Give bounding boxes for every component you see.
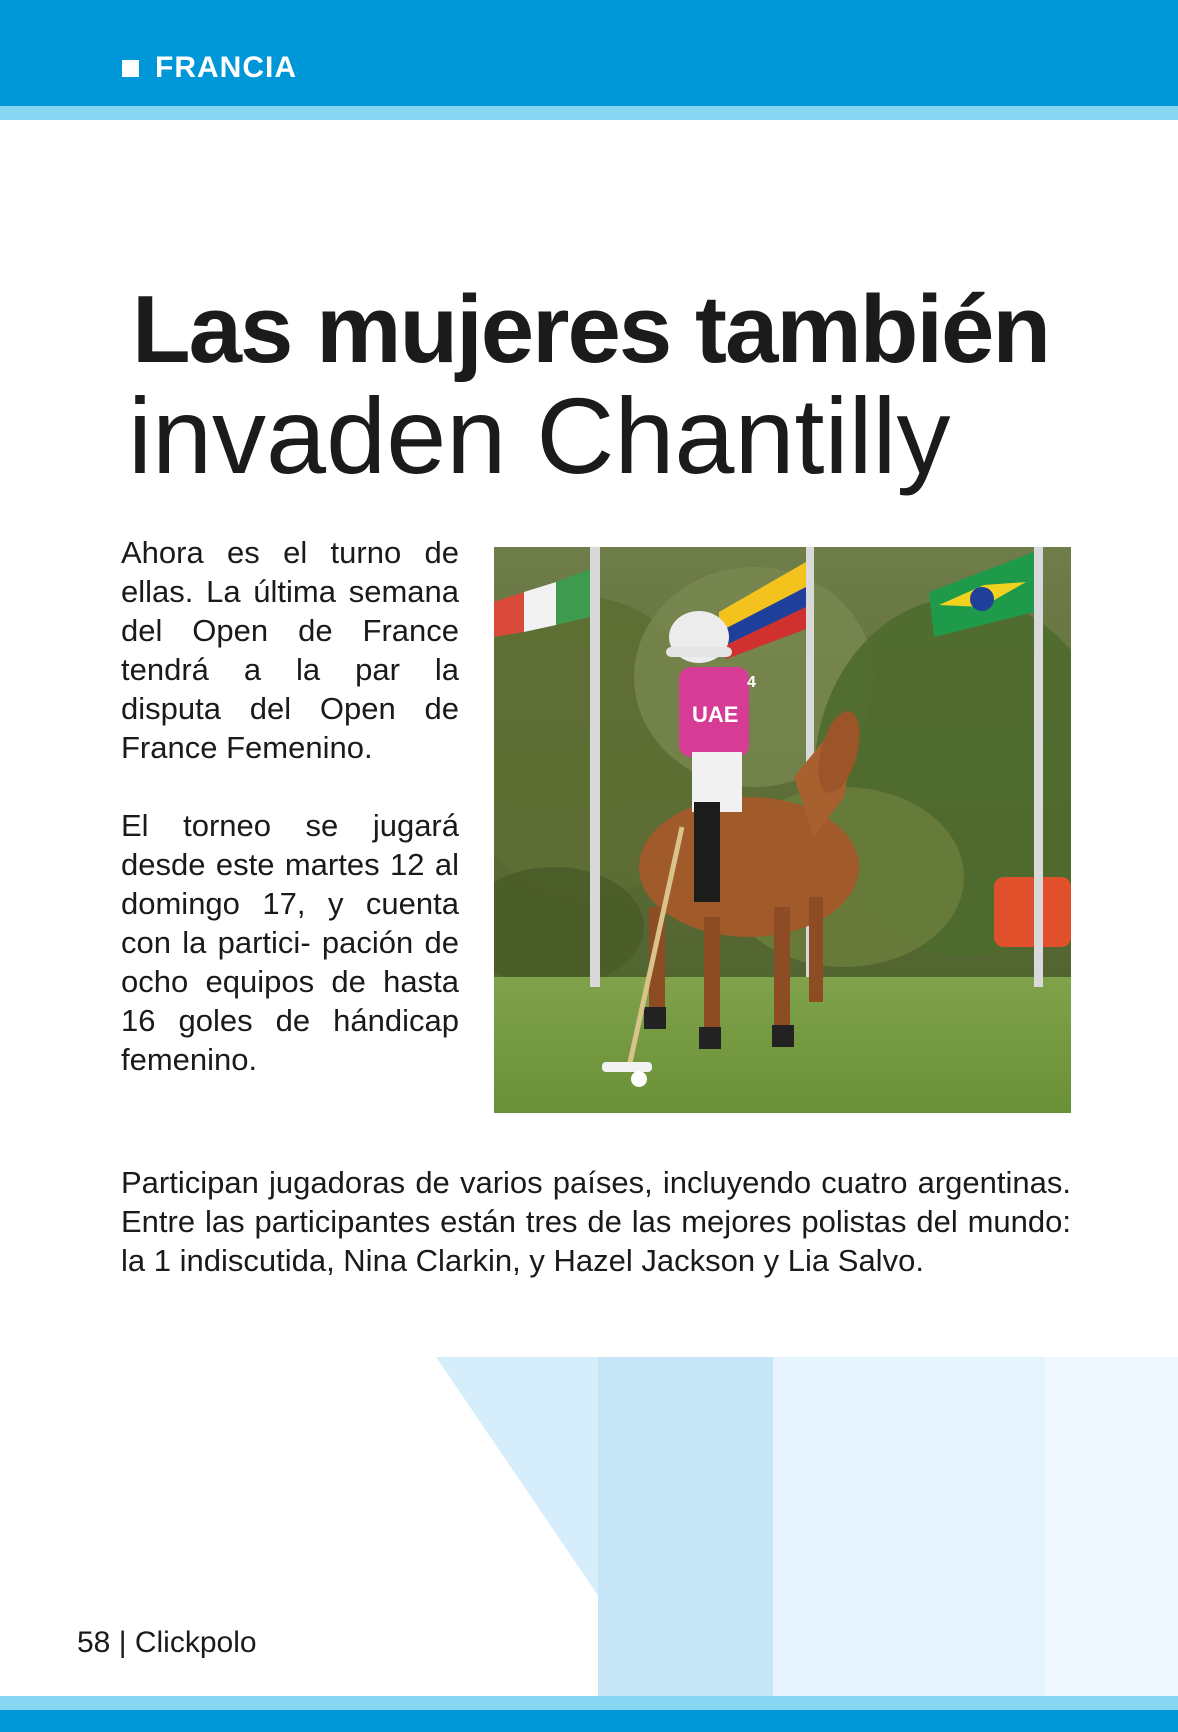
title-line-light: invaden Chantilly <box>128 375 951 496</box>
title-line-bold: Las mujeres también <box>132 276 1050 383</box>
page-footer-label: 58 | Clickpolo <box>77 1626 257 1659</box>
section-name: FRANCIA <box>155 51 297 84</box>
jersey-number: 4 <box>747 674 756 691</box>
paragraph-tournament: El torneo se jugará desde este martes 12 al domingo 17, y cuenta con la partici- pación de ocho equipos de hasta 16 goles de hándicap femenino. <box>121 808 459 1077</box>
article-title <box>128 276 1092 496</box>
footer-stripe <box>0 1696 1178 1710</box>
side-column-text <box>121 533 459 1118</box>
square-bullet-icon <box>122 60 139 77</box>
paragraph-intro: Ahora es el turno de ellas. La última semana del Open de France tendrá a la par la disputa del Open de France Femenino. <box>121 535 459 765</box>
header-stripe <box>0 106 1178 120</box>
section-label <box>122 48 297 88</box>
paragraph-participants: Participan jugadoras de varios países, incluyendo cuatro argentinas. Entre las participantes están tres de las mejores polistas del mundo: la 1 indiscutida, Nina Clarkin, y Hazel Jackson y Lia Salvo. <box>121 1165 1071 1278</box>
footer-bar <box>0 1710 1178 1732</box>
polo-photo <box>494 547 1071 1113</box>
jersey-text: UAE <box>692 702 739 727</box>
